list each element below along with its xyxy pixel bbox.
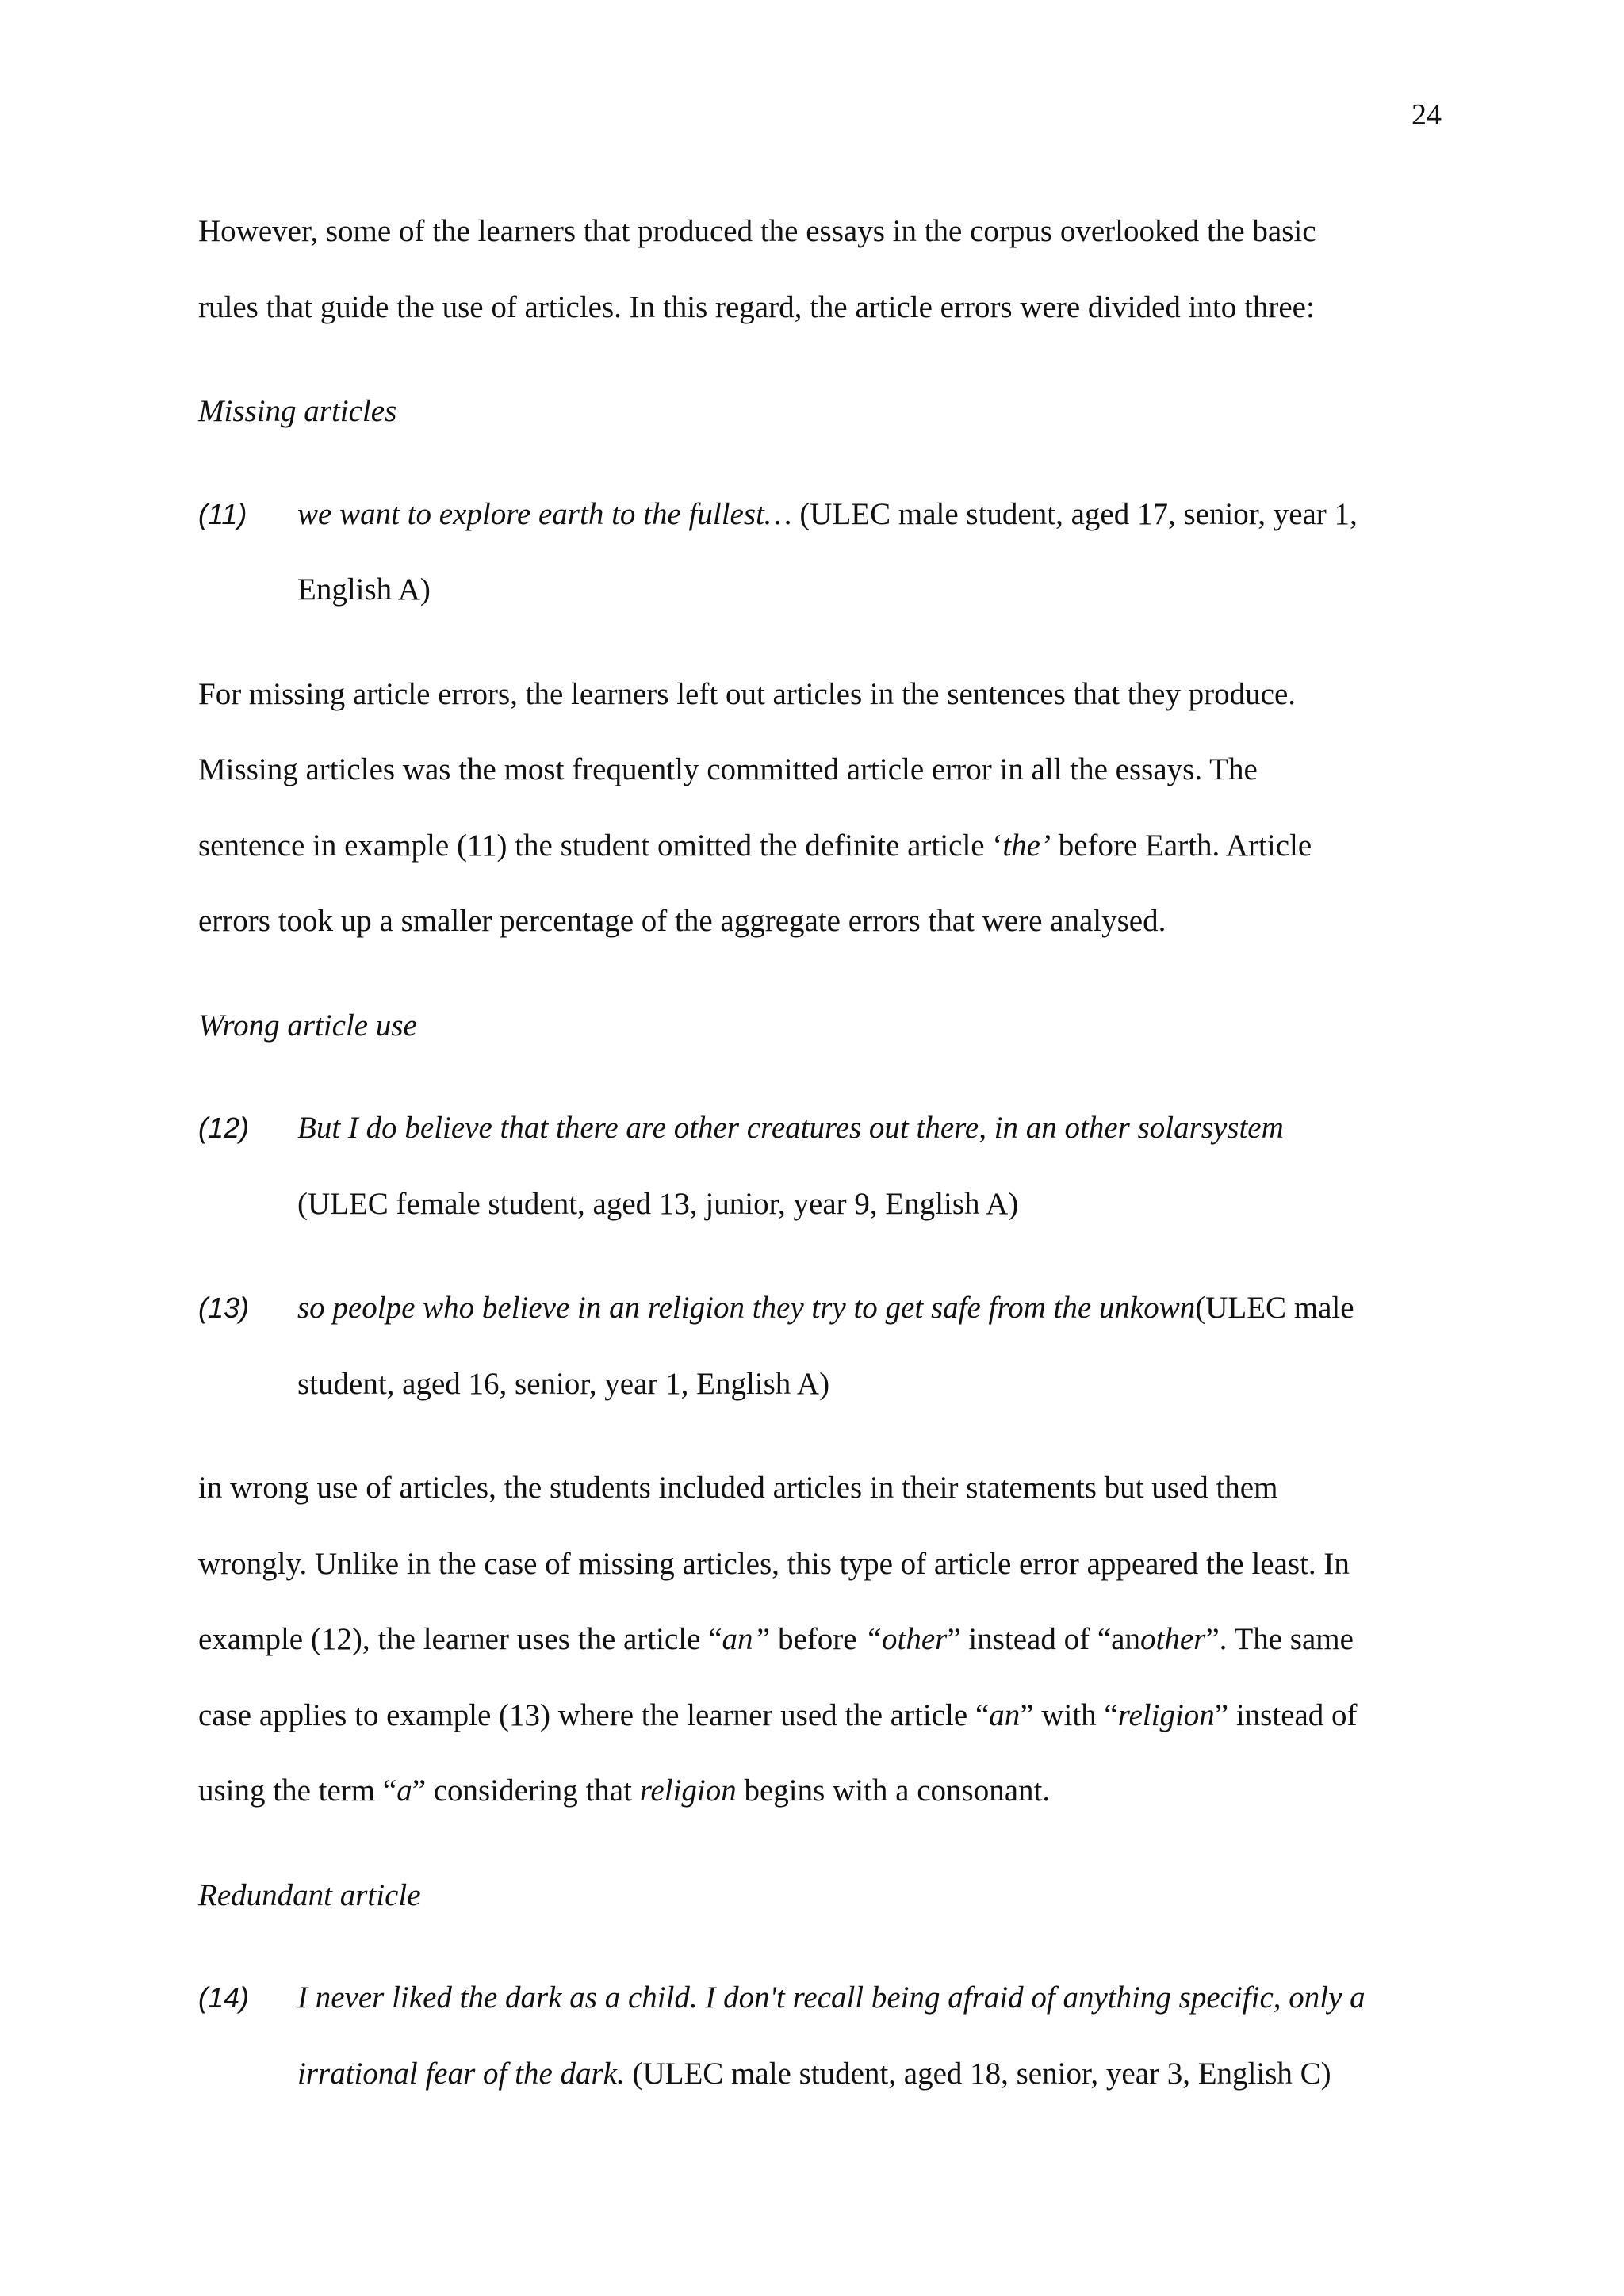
italic-term: the’ [1002, 828, 1051, 863]
text-line: in wrong use of articles, the students included articles in their statements but used them [198, 1471, 1278, 1505]
section-heading-missing-articles: Missing articles [198, 394, 397, 428]
example-text [297, 1960, 1443, 2111]
text-line: before [770, 1622, 865, 1656]
text-line: wrongly. Unlike in the case of missing articles, this type of article error appeared the least. In [198, 1546, 1350, 1581]
example-source: student, aged 16, senior, year 1, English A) [297, 1366, 830, 1401]
italic-term: other [1139, 1622, 1206, 1656]
text-line: Missing articles was the most frequently committed article error in all the essays. The [198, 752, 1258, 786]
example-text [297, 1090, 1443, 1242]
text-line: using the term “ [198, 1774, 397, 1808]
example-number: (14) [198, 1981, 250, 2014]
text-line: rules that guide the use of articles. In this regard, the article errors were divided into three: [198, 289, 1315, 324]
text-line: However, some of the learners that produced the essays in the corpus overlooked the basic [198, 214, 1316, 248]
page-number: 24 [1411, 98, 1442, 132]
example-number: (13) [198, 1292, 250, 1324]
example-text [297, 1270, 1443, 1422]
text-line: begins with a consonant. [736, 1774, 1051, 1808]
example-text [297, 476, 1443, 628]
example-number: (11) [198, 497, 247, 530]
text-line: ” instead of “an [947, 1622, 1140, 1656]
body-text [198, 193, 1443, 2140]
example-quote: irrational fear of the dark. [297, 2056, 625, 2091]
example-14 [198, 1960, 1443, 2111]
example-quote: I never liked the dark as a child. I don't recall being afraid of anything specific, only a [297, 1980, 1365, 2015]
paragraph-wrong-article-use [198, 1450, 1443, 1829]
example-source: English A) [297, 572, 431, 607]
example-quote: we want to explore earth to the fullest… [297, 496, 792, 531]
example-13 [198, 1270, 1443, 1422]
text-line: ” with “ [1020, 1697, 1118, 1732]
text-line: ” instead of [1214, 1697, 1358, 1732]
example-12 [198, 1090, 1443, 1242]
paragraph-intro [198, 193, 1443, 345]
italic-term: an” [722, 1622, 771, 1656]
italic-term: a [396, 1774, 412, 1808]
example-source: (ULEC male [1195, 1291, 1354, 1325]
text-line: errors took up a smaller percentage of the aggregate errors that were analysed. [198, 904, 1166, 938]
italic-term: religion [1117, 1697, 1215, 1732]
example-number: (12) [198, 1112, 250, 1144]
italic-term: religion [639, 1774, 737, 1808]
text-line: ” considering that [412, 1774, 640, 1808]
text-line: before Earth. Article [1050, 828, 1312, 863]
example-source: (ULEC female student, aged 13, junior, year 9, English A) [297, 1186, 1019, 1221]
italic-term: an [989, 1697, 1021, 1732]
example-11 [198, 476, 1443, 628]
text-line: sentence in example (11) the student omitted the definite article ‘ [198, 828, 1003, 863]
text-line: case applies to example (13) where the learner used the article “ [198, 1697, 990, 1732]
italic-term: “other [864, 1622, 948, 1656]
example-source: (ULEC male student, aged 18, senior, year 3, English C) [624, 2056, 1331, 2091]
text-line: example (12), the learner uses the article “ [198, 1622, 722, 1656]
section-heading-wrong-article-use: Wrong article use [198, 1008, 417, 1043]
example-quote: so peolpe who believe in an religion they try to get safe from the unkown [297, 1291, 1196, 1325]
text-line: For missing article errors, the learners left out articles in the sentences that they produce. [198, 676, 1297, 711]
section-heading-redundant-article: Redundant article [198, 1877, 421, 1912]
example-source: (ULEC male student, aged 17, senior, year 1, [791, 496, 1358, 531]
paragraph-missing-articles [198, 656, 1443, 959]
example-quote: But I do believe that there are other creatures out there, in an other solarsystem [297, 1111, 1284, 1145]
text-line: ”. The same [1205, 1622, 1354, 1656]
